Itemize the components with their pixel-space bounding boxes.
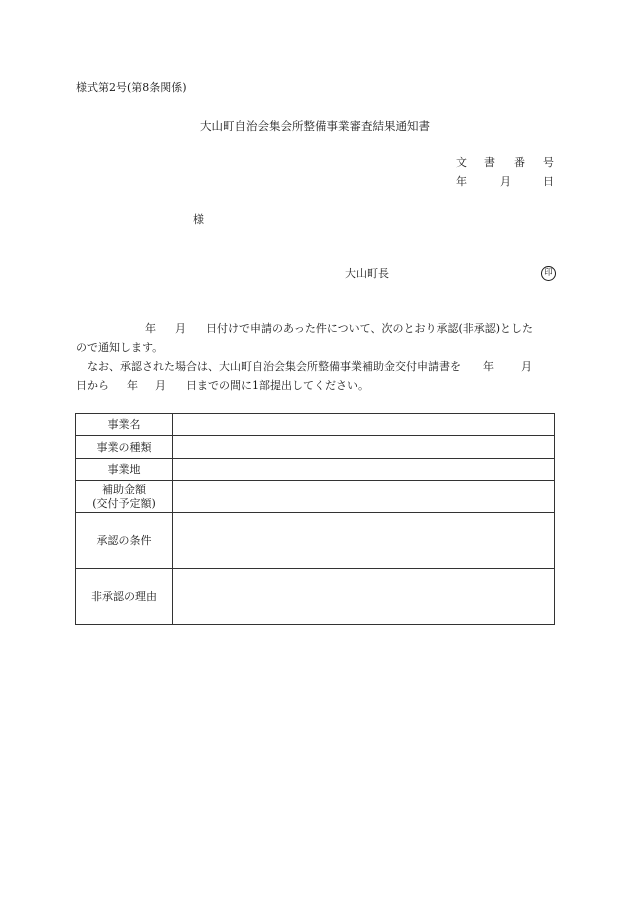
body-line1-text: 日付けで申請のあった件について、次のとおり承認(非承認)とした <box>206 322 534 335</box>
body-line4-year: 年 <box>127 379 138 392</box>
row-value-rejection-reason <box>173 569 555 625</box>
row-label-project-site: 事業地 <box>76 459 173 481</box>
row-value-project-site <box>173 459 555 481</box>
form-number: 様式第2号(第8条関係) <box>76 81 187 94</box>
row-value-project-type <box>173 436 555 459</box>
row-value-approval-conditions <box>173 513 555 569</box>
body-line4-text: 日までの間に1部提出してください。 <box>186 379 369 392</box>
table-row <box>76 414 555 436</box>
body-line3-year: 年 <box>483 360 494 373</box>
body-year: 年 <box>145 322 156 335</box>
row-label-rejection-reason: 非承認の理由 <box>76 569 173 625</box>
row-label-project-type: 事業の種類 <box>76 436 173 459</box>
date-day: 日 <box>543 175 554 188</box>
doc-no-char: 番 <box>514 156 525 169</box>
date-month: 月 <box>500 175 511 188</box>
body-line2-text: ので通知します。 <box>76 341 164 354</box>
project-info-table <box>75 413 555 625</box>
table-row <box>76 513 555 569</box>
table-row <box>76 459 555 481</box>
addressee-suffix: 様 <box>193 213 204 226</box>
seal-mark: 印 <box>541 266 556 281</box>
doc-no-char: 文 <box>456 156 467 169</box>
date-year: 年 <box>456 175 467 188</box>
subsidy-amount-sublabel: (交付予定額) <box>92 496 156 510</box>
body-month: 月 <box>175 322 186 335</box>
row-value-subsidy-amount <box>173 481 555 513</box>
document-title: 大山町自治会集会所整備事業審査結果通知書 <box>200 119 430 133</box>
subsidy-amount-label: 補助金額 <box>102 482 146 496</box>
table-row <box>76 436 555 459</box>
body-line4-start: 日から <box>76 379 109 392</box>
row-value-project-name <box>173 414 555 436</box>
body-line3-text: なお、承認された場合は、大山町自治会集会所整備事業補助金交付申請書を <box>87 360 461 373</box>
doc-no-char: 書 <box>484 156 495 169</box>
body-line3-month: 月 <box>521 360 532 373</box>
row-label-subsidy-amount <box>76 481 173 513</box>
sender-title: 大山町長 <box>345 267 389 280</box>
table-row <box>76 481 555 513</box>
row-label-approval-conditions: 承認の条件 <box>76 513 173 569</box>
table-row <box>76 569 555 625</box>
row-label-project-name: 事業名 <box>76 414 173 436</box>
doc-no-char: 号 <box>543 156 554 169</box>
body-line4-month: 月 <box>155 379 166 392</box>
